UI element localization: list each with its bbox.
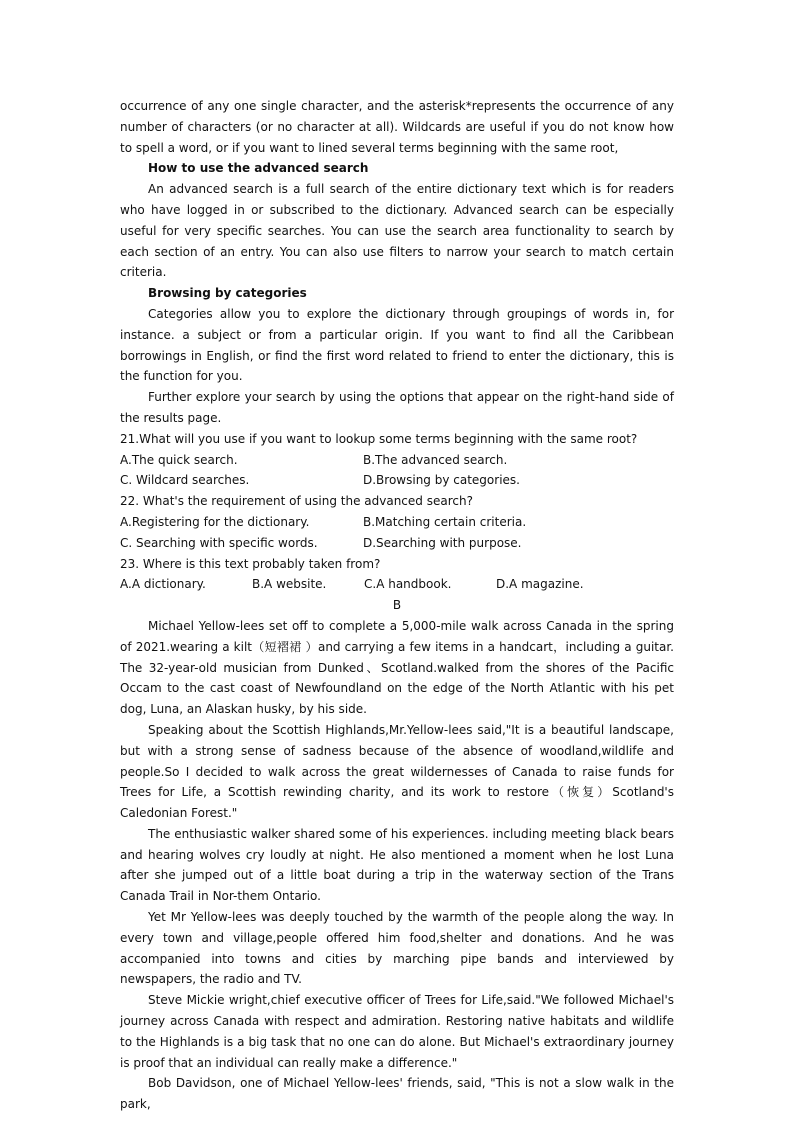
passage-b-paragraph-3: The enthusiastic walker shared some of his experiences. including meeting black bears and hearing wolves cry loudly at night. He also mentioned a moment when he lost Luna after she jumped out of a little boat during a trip in the waterway section of the Trans Canada Trail in Nor-them Ontario. xyxy=(120,826,674,904)
option-a: A.A dictionary. xyxy=(120,577,206,592)
passage-b-paragraph-2: Speaking about the Scottish Highlands,Mr.Yellow-lees said,"It is a beautiful landscape, but with a strong sense of sadness because of the absence of woodland,wildlife and people.So I decided to walk across the great wildernesses of Canada to raise funds for Trees for Life, a Scottish rewinding charity, and its work to restore（恢复）Scotland's Caledonian Forest." xyxy=(120,722,674,821)
passage-b-paragraph-4: Yet Mr Yellow-lees was deeply touched by the warmth of the people along the way. In every town and village,people offered him food,shelter and donations. And he was accompanied into towns and cities by marching pipe bands and interviewed by newspapers, the radio and TV. xyxy=(120,910,674,987)
option-b: B.The advanced search. xyxy=(363,452,508,467)
question-22-stem: 22. What's the requirement of using the advanced search? xyxy=(120,494,473,509)
option-a: A.Registering for the dictionary. xyxy=(120,514,310,529)
section-label: B xyxy=(392,598,402,613)
paragraph-browsing: Categories allow you to explore the dictionary through groupings of words in, for instance. a subject or from a particular origin. If you want to find all the Caribbean borrowings in English, or find the first word related to friend to enter the dictionary, this is the function for you. xyxy=(120,306,674,384)
question-21-stem: 21.What will you use if you want to lookup some terms beginning with the same root? xyxy=(120,431,638,446)
option-c: C.A handbook. xyxy=(364,577,452,592)
document-page xyxy=(120,96,674,1115)
question-21-options-row-1 xyxy=(120,450,674,471)
question-23-options-row xyxy=(120,574,674,595)
option-b: B.A website. xyxy=(252,577,327,592)
passage-b-paragraph-1: Michael Yellow-lees set off to complete a 5,000-mile walk across Canada in the spring of 2021.wearing a kilt（短褶裙 ）and carrying a few items in a handcart，including a guitar. The 32-year-old musician from Dunked、Scotland.walked from the shores of the Pacific Occam to the cast coast of Newfoundland on the edge of the North Atlantic with his pet dog, Luna, an Alaskan husky, by his side. xyxy=(120,618,674,717)
question-22-options-row-2 xyxy=(120,533,674,554)
question-23-stem: 23. Where is this text probably taken from? xyxy=(120,556,381,571)
option-b: B.Matching certain criteria. xyxy=(363,514,527,529)
question-22-options-row-1 xyxy=(120,512,674,533)
paragraph-advanced-search: An advanced search is a full search of the entire dictionary text which is for readers who have logged in or subscribed to the dictionary. Advanced search can be especially useful for very specific searches. You can use the search area functionality to search by each section of an entry. You can also use filters to narrow your search to match certain criteria. xyxy=(120,182,674,280)
question-21-options-row-2 xyxy=(120,470,674,491)
option-c: C. Searching with specific words. xyxy=(120,535,318,550)
passage-b-paragraph-6: Bob Davidson, one of Michael Yellow-lees' friends, said, "This is not a slow walk in the park, xyxy=(120,1076,674,1112)
option-d: D.Browsing by categories. xyxy=(363,473,520,488)
passage-b-paragraph-5: Steve Mickie wright,chief executive officer of Trees for Life,said."We followed Michael's journey across Canada with respect and admiration. Restoring native habitats and wildlife to the Highlands is a big task that no one can do alone. But Michael's extraordinary journey is proof that an individual can really make a difference." xyxy=(120,993,674,1070)
option-c: C. Wildcard searches. xyxy=(120,473,250,488)
heading-browsing-categories: Browsing by categories xyxy=(148,286,307,301)
option-d: D.Searching with purpose. xyxy=(363,535,522,550)
intro-paragraph: occurrence of any one single character, and the asterisk*represents the occurrence of any number of characters (or no character at all). Wildcards are useful if you do not know how to spell a word, or if you want to lined several terms beginning with the same root, xyxy=(120,99,674,155)
option-a: A.The quick search. xyxy=(120,452,238,467)
heading-advanced-search: How to use the advanced search xyxy=(148,161,369,176)
option-d: D.A magazine. xyxy=(496,577,584,592)
paragraph-further: Further explore your search by using the options that appear on the right-hand side of the results page. xyxy=(120,390,674,425)
